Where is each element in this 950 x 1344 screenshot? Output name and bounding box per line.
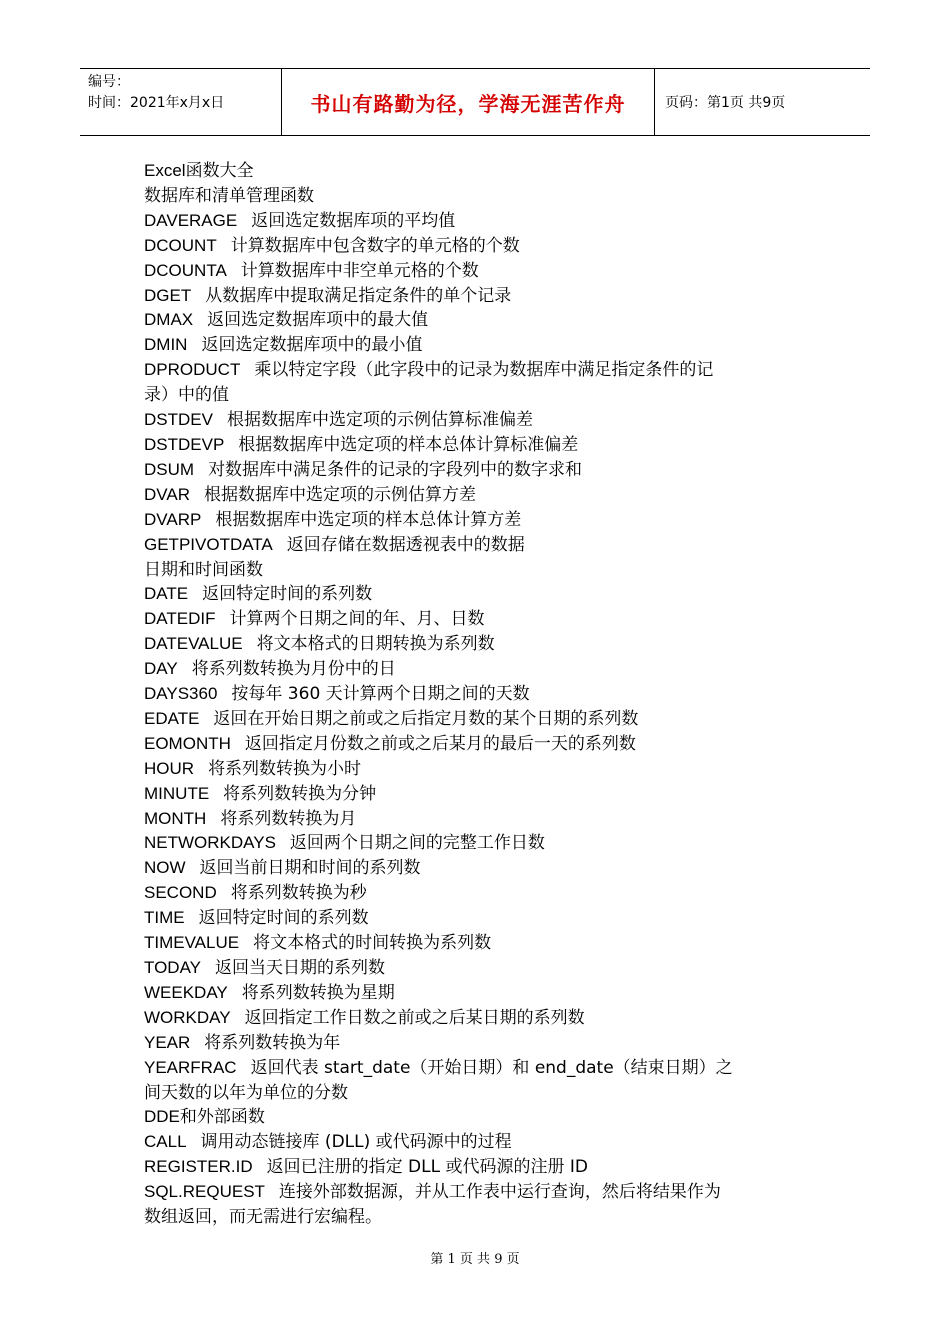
function-description: 根据数据库中选定项的样本总体计算方差 (215, 509, 522, 530)
list-item (144, 408, 800, 433)
list-item (144, 657, 800, 682)
list-item (144, 184, 800, 209)
function-description: 函数大全 (185, 161, 254, 181)
list-item (144, 159, 800, 184)
function-name: DSTDEV (144, 410, 213, 430)
list-item (144, 458, 800, 483)
list-item (144, 782, 800, 807)
function-description: 返回选定数据库项中的最大值 (207, 310, 429, 331)
function-description: 返回特定时间的系列数 (202, 584, 373, 605)
list-item (144, 831, 800, 856)
function-description: 返回当天日期的系列数 (215, 958, 385, 978)
function-description: 对数据库中满足条件的记录的字段列中的数字求和 (208, 459, 583, 480)
function-name: EOMONTH (144, 733, 231, 753)
function-description: 将系列数转换为星期 (241, 982, 395, 1003)
motto-text: 书山有路勤为径，学海无涯苦作舟 (310, 91, 626, 116)
header-page-label: 页码：第1页 共9页 (665, 95, 786, 111)
list-item (144, 757, 800, 782)
list-item (144, 1056, 800, 1081)
function-name: GETPIVOTDATA (144, 534, 273, 554)
list-item (144, 981, 800, 1006)
function-name: DCOUNT (144, 235, 217, 255)
function-description: 将系列数转换为分钟 (223, 783, 377, 804)
function-name: SQL.REQUEST (144, 1182, 265, 1202)
function-description: 将系列数转换为月份中的日 (191, 659, 396, 680)
list-item (144, 1155, 800, 1180)
function-description: 返回选定数据库项的平均值 (251, 210, 456, 231)
header-meta-cell (80, 69, 282, 135)
list-item (144, 1180, 800, 1205)
list-item (144, 1105, 800, 1130)
number-label: 编号： (88, 74, 130, 90)
function-name: DDE (144, 1107, 180, 1127)
function-description: 间天数的以年为单位的分数 (144, 1082, 348, 1103)
function-name: DSTDEVP (144, 434, 225, 454)
time-label: 时间：2021年x月x日 (88, 95, 225, 111)
list-item (144, 333, 800, 358)
function-description: 将系列数转换为月 (220, 808, 357, 829)
function-description: 返回在开始日期之前或之后指定月数的某个日期的系列数 (213, 708, 639, 729)
function-description: 和外部函数 (179, 1107, 265, 1128)
function-name: NETWORKDAYS (144, 833, 276, 853)
function-name: DGET (144, 285, 192, 305)
function-name: DMAX (144, 310, 194, 330)
list-item (144, 533, 800, 558)
function-name: MONTH (144, 808, 207, 828)
function-description: 将系列数转换为秒 (230, 883, 367, 904)
function-name: CALL (144, 1132, 187, 1152)
list-item (144, 906, 800, 931)
list-item (144, 707, 800, 732)
function-name: DAVERAGE (144, 210, 238, 230)
list-item (144, 358, 800, 383)
function-name: EDATE (144, 708, 200, 728)
function-name: TIME (144, 908, 185, 928)
list-item (144, 234, 800, 259)
function-description: 将文本格式的日期转换为系列数 (256, 634, 495, 655)
function-description: 返回存储在数据透视表中的数据 (286, 534, 525, 555)
function-description: 计算两个日期之间的年、月、日数 (229, 609, 485, 630)
list-item (144, 881, 800, 906)
function-name: REGISTER.ID (144, 1157, 253, 1177)
function-description: 将文本格式的时间转换为系列数 (253, 933, 492, 954)
list-item (144, 209, 800, 234)
function-description: 乘以特定字段（此字段中的记录为数据库中满足指定条件的记 (254, 360, 714, 381)
list-item (144, 682, 800, 707)
function-description: 将系列数转换为年 (204, 1032, 341, 1053)
function-description: 返回代表 start_date（开始日期）和 end_date（结束日期）之 (250, 1057, 733, 1078)
function-description: 将系列数转换为小时 (208, 758, 362, 779)
list-item (144, 632, 800, 657)
function-name: DATEVALUE (144, 634, 243, 654)
list-item (144, 582, 800, 607)
function-description: 连接外部数据源，并从工作表中运行查询，然后将结果作为 (278, 1182, 721, 1203)
function-description: 调用动态链接库 (DLL) 或代码源中的过程 (200, 1132, 512, 1153)
list-item (144, 931, 800, 956)
list-item (144, 1130, 800, 1155)
list-item (144, 433, 800, 458)
function-list (144, 159, 800, 1230)
list-item (144, 383, 800, 408)
header-page-cell (655, 69, 870, 135)
function-description: 计算数据库中非空单元格的个数 (240, 260, 479, 281)
function-name: WEEKDAY (144, 982, 228, 1002)
function-description: 根据数据库中选定项的示例估算标准偏差 (226, 410, 533, 431)
list-item (144, 807, 800, 832)
list-item (144, 607, 800, 632)
function-name: YEAR (144, 1032, 191, 1052)
list-item (144, 1031, 800, 1056)
function-description: 日期和时间函数 (144, 559, 263, 580)
function-description: 计算数据库中包含数字的单元格的个数 (230, 235, 520, 256)
function-name: DPRODUCT (144, 360, 241, 380)
list-item (144, 732, 800, 757)
function-name: Excel (144, 161, 186, 180)
list-item (144, 856, 800, 881)
list-item (144, 508, 800, 533)
function-description: 返回已注册的指定 DLL 或代码源的注册 ID (266, 1157, 588, 1178)
function-name: MINUTE (144, 783, 210, 803)
function-description: 数据库和清单管理函数 (144, 185, 314, 206)
list-item (144, 956, 800, 981)
function-description: 从数据库中提取满足指定条件的单个记录 (205, 285, 512, 306)
page-header (80, 68, 870, 136)
function-name: DAY (144, 659, 178, 679)
function-name: DCOUNTA (144, 260, 227, 280)
page-footer: 第 1 页 共 9 页 (430, 1252, 520, 1267)
function-description: 返回当前日期和时间的系列数 (199, 858, 421, 879)
function-name: TODAY (144, 958, 201, 977)
list-item (144, 1006, 800, 1031)
list-item (144, 1081, 800, 1106)
function-description: 数组返回，而无需进行宏编程。 (144, 1207, 382, 1228)
function-name: DVARP (144, 509, 202, 529)
function-name: DSUM (144, 459, 195, 479)
function-description: 返回指定工作日数之前或之后某日期的系列数 (244, 1007, 585, 1028)
list-item (144, 558, 800, 583)
function-description: 录）中的值 (144, 385, 229, 406)
function-name: WORKDAY (144, 1007, 231, 1027)
list-item (144, 1205, 800, 1230)
function-description: 返回两个日期之间的完整工作日数 (289, 833, 545, 854)
function-name: SECOND (144, 883, 217, 903)
list-item (144, 308, 800, 333)
function-description: 返回指定月份数之前或之后某月的最后一天的系列数 (244, 733, 636, 754)
function-name: DATEDIF (144, 609, 216, 629)
function-description: 按每年 360 天计算两个日期之间的天数 (231, 684, 530, 705)
list-item (144, 284, 800, 309)
function-description: 根据数据库中选定项的示例估算方差 (203, 484, 476, 505)
function-description: 根据数据库中选定项的样本总体计算标准偏差 (238, 434, 579, 455)
function-name: YEARFRAC (144, 1057, 237, 1077)
list-item (144, 259, 800, 284)
function-name: TIMEVALUE (144, 933, 240, 953)
function-name: DVAR (144, 484, 190, 504)
function-description: 返回特定时间的系列数 (198, 908, 369, 929)
list-item (144, 483, 800, 508)
function-description: 返回选定数据库项中的最小值 (201, 335, 423, 356)
header-motto-cell (282, 69, 655, 135)
function-name: HOUR (144, 758, 195, 778)
function-name: DAYS360 (144, 684, 218, 704)
function-name: DATE (144, 584, 189, 604)
function-name: DMIN (144, 335, 188, 355)
function-name: NOW (144, 858, 186, 878)
